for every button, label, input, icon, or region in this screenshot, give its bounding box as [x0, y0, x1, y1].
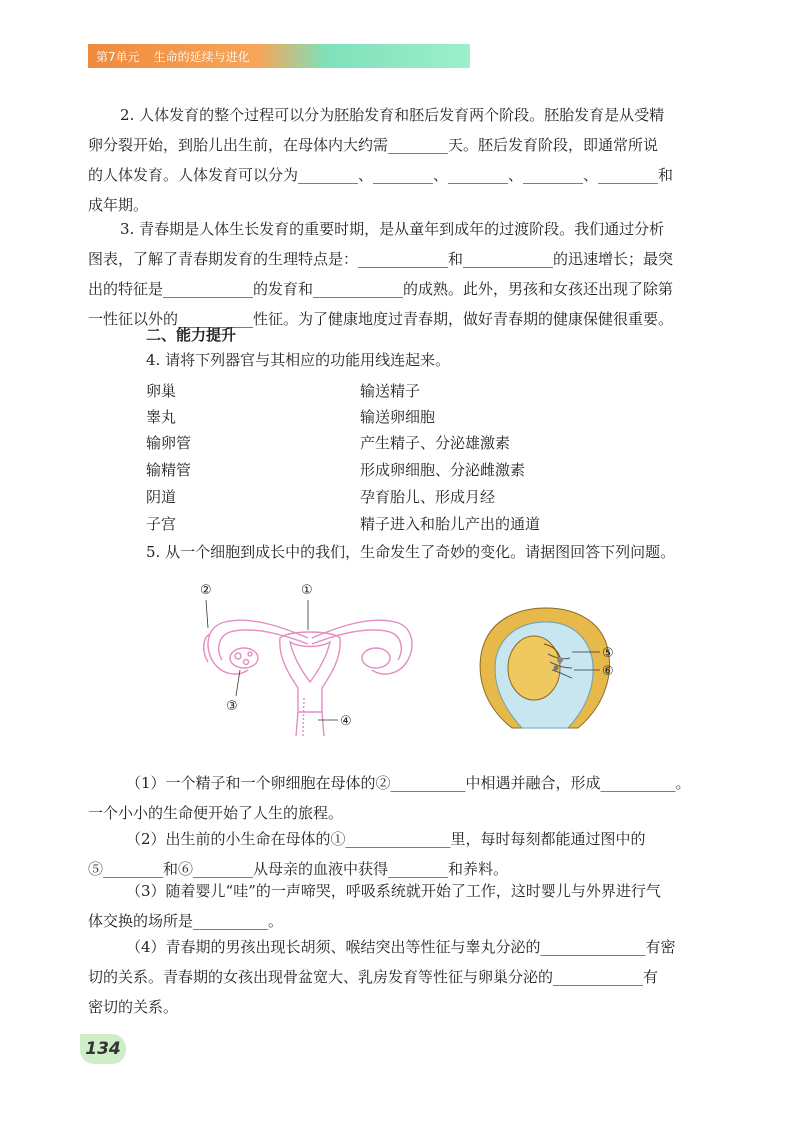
organ-item: 阴道 [146, 488, 177, 506]
sub1-line: 一个小小的生命便开始了人生的旅程。 [88, 804, 344, 822]
page-number: 134 [80, 1034, 126, 1064]
q2-line: 2. 人体发育的整个过程可以分为胚胎发育和胚后发育两个阶段。胚胎发育是从受精 [120, 106, 665, 124]
sub2-line: ⑤________和⑥________从母亲的血液中获得________和养料。 [88, 860, 509, 878]
label-2: ② [200, 583, 212, 598]
sub2-line: （2）出生前的小生命在母体的①______________里，每时每刻都能通过图中的 [126, 830, 646, 848]
q3-line: 图表，了解了青春期发育的生理特点是：____________和____________的迅速增长；最突 [88, 250, 674, 268]
subquestion-4 [88, 932, 720, 1022]
uterus-diagram [190, 578, 430, 738]
sub4-line: （4）青春期的男孩出现长胡须、喉结突出等性征与睾丸分泌的______________有密 [126, 938, 676, 956]
q3-line: 出的特征是____________的发育和____________的成熟。此外，男孩和女孩还出现了除第 [88, 280, 674, 298]
match-row [146, 380, 706, 406]
q2-line: 的人体发育。人体发育可以分为________、________、________、________、________和 [88, 166, 674, 184]
function-item: 输送卵细胞 [360, 408, 436, 426]
function-item: 输送精子 [360, 382, 421, 400]
function-item: 形成卵细胞、分泌雌激素 [360, 461, 526, 479]
label-3: ③ [226, 699, 238, 714]
label-6: ⑥ [602, 664, 614, 679]
organ-item: 睾丸 [146, 408, 177, 426]
match-row [146, 459, 706, 485]
sub3-line: （3）随着婴儿“哇”的一声啼哭，呼吸系统就开始了工作，这时婴儿与外界进行气 [126, 882, 661, 900]
match-row [146, 486, 706, 512]
function-item: 产生精子、分泌雄激素 [360, 434, 511, 452]
question-5-prompt: 5. 从一个细胞到成长中的我们，生命发生了奇妙的变化。请据图回答下列问题。 [146, 543, 676, 561]
match-row [146, 513, 706, 539]
organ-item: 卵巢 [146, 382, 177, 400]
q3-line: 一性征以外的__________性征。为了健康地度过青春期，做好青春期的健康保健很重要。 [88, 310, 674, 328]
unit-title: 生命的延续与进化 [153, 50, 250, 64]
sub4-line: 切的关系。青春期的女孩出现骨盆宽大、乳房发育等性征与卵巢分泌的____________有 [88, 968, 659, 986]
label-5: ⑤ [602, 646, 614, 661]
q3-line: 3. 青春期是人体生长发育的重要时期，是从童年到成年的过渡阶段。我们通过分析 [120, 220, 665, 238]
sub4-line: 密切的关系。 [88, 998, 179, 1016]
label-4: ④ [340, 714, 352, 729]
organ-item: 子宫 [146, 515, 177, 533]
match-row [146, 406, 706, 432]
question-4-prompt: 4. 请将下列器官与其相应的功能用线连起来。 [146, 351, 451, 369]
subquestion-2 [88, 824, 720, 884]
sub1-line: （1）一个精子和一个卵细胞在母体的②__________中相遇并融合，形成__________。 [126, 774, 691, 792]
q2-line: 卵分裂开始，到胎儿出生前，在母体内大约需________天。胚后发育阶段，即通常所说 [88, 136, 659, 154]
section-title: 二、能力提升 [146, 326, 237, 344]
function-item: 精子进入和胎儿产出的通道 [360, 515, 541, 533]
match-row [146, 432, 706, 458]
organ-item: 输精管 [146, 461, 192, 479]
fetus-diagram [474, 606, 634, 736]
organ-item: 输卵管 [146, 434, 192, 452]
subquestion-1 [88, 768, 720, 828]
q2-line: 成年期。 [88, 196, 149, 214]
chapter-header [96, 48, 250, 65]
sub3-line: 体交换的场所是__________。 [88, 912, 284, 930]
unit-label: 第7单元 [96, 50, 140, 64]
subquestion-3 [88, 876, 720, 936]
question-3 [88, 214, 720, 334]
question-2 [88, 100, 720, 220]
label-1: ① [301, 583, 313, 598]
function-item: 孕育胎儿、形成月经 [360, 488, 496, 506]
